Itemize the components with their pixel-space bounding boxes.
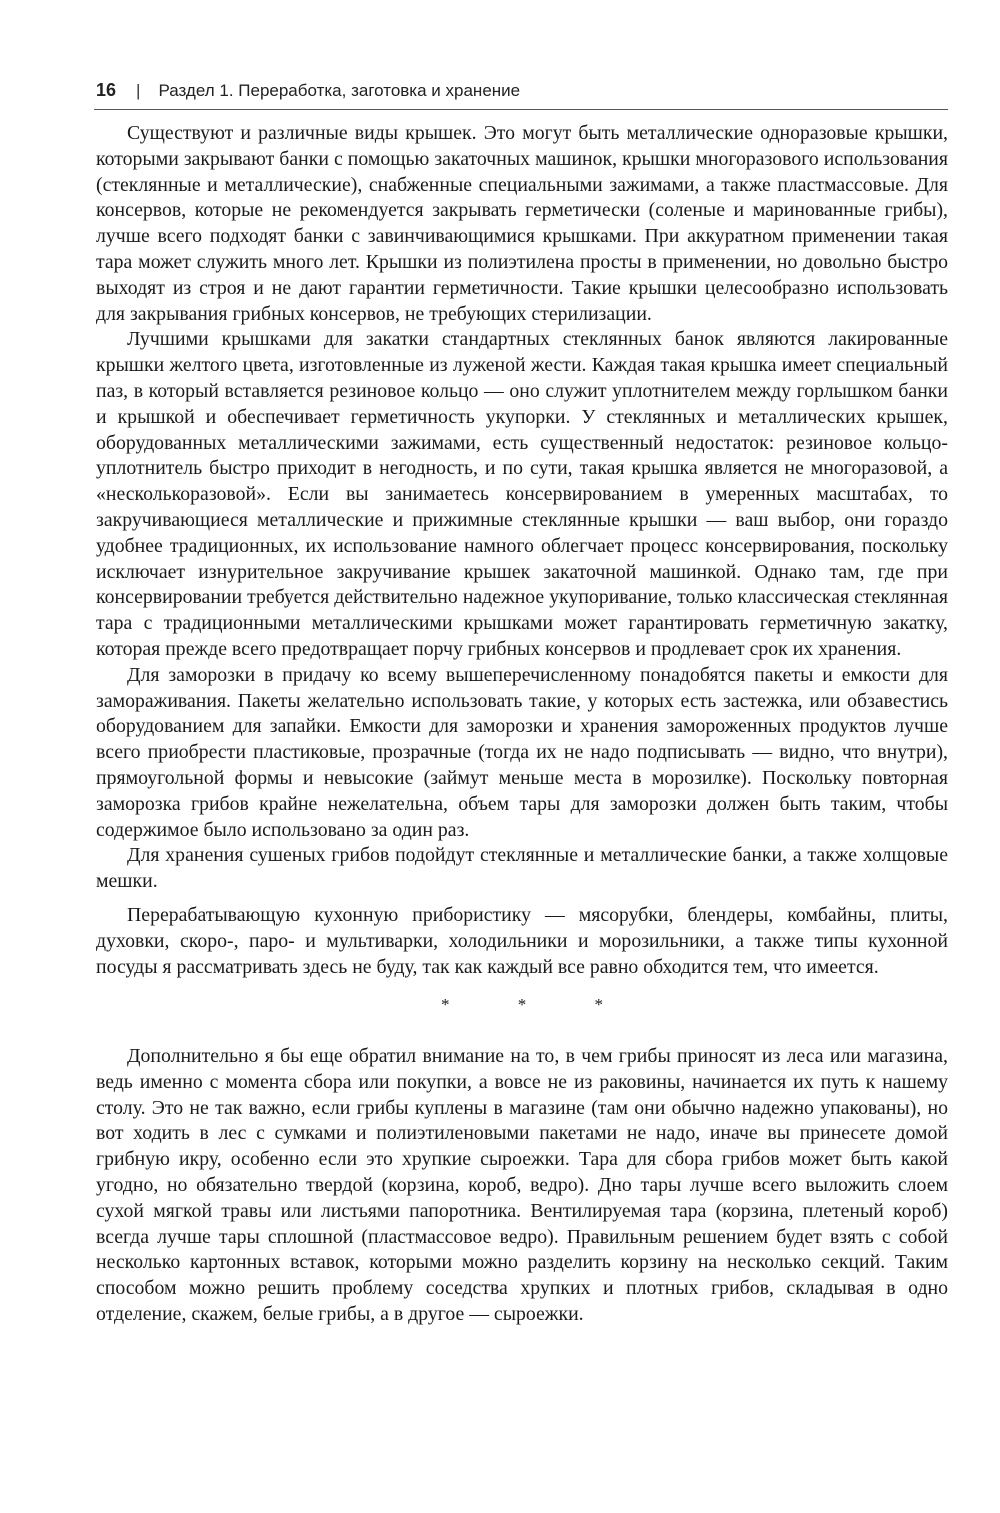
paragraph: Для хранения сушеных грибов подойдут стеклянные и металлические банки, а также холщовые мешки. [96, 844, 948, 893]
body-text [96, 121, 948, 1328]
paragraph: Для заморозки в придачу ко всему вышеперечисленному понадобятся пакеты и емкости для замораживания. Пакеты желательно использовать такие, у которых есть застежка, или обзавестись оборудованием для запайки. Емкости для заморозки и хранения замороженных продуктов лучше всего приобрести пластиковые, прозрачные (тогда их не надо подписывать — видно, что внутри), прямоугольной формы и невысокие (займут меньше места в морозилке). Поскольку повторная заморозка грибов крайне нежелательна, объем тары для заморозки должен быть таким, чтобы содержимое было использовано за один раз. [96, 663, 948, 841]
page-number: 16 [96, 80, 117, 100]
paragraph: Перерабатывающую кухонную прибористику — мясорубки, блендеры, комбайны, плиты, духовки, скоро-, паро- и мультиварки, холодильники и морозильники, а также типы кухонной посуды я рассматривать здесь не буду, так как каждый все равно обходится тем, что имеется. [96, 903, 948, 978]
section-break-asterism: * * * [441, 995, 635, 1015]
paragraph: Дополнительно я бы еще обратил внимание на то, в чем грибы приносят из леса или магазина, ведь именно с момента сбора или покупки, а вовсе не из раковины, начинается их путь к нашему столу. Это не так важно, если грибы куплены в магазине (там они обычно надежно упакованы), но вот ходить в лес с сумками и полиэтиленовыми пакетами не надо, иначе вы принесете домой грибную икру, особенно если это хрупкие сыроежки. Тара для сбора грибов может быть какой угодно, но обязательно твердой (корзина, короб, ведро). Дно тары лучше всего выложить слоем сухой мягкой травы или листьями папоротника. Вентилируемая тара (корзина, плетеный короб) всегда лучше тары сплошной (пластмассовое ведро). Правильным решением будет взять с собой несколько картонных вставок, которыми можно разделить корзину на несколько секций. Таким способом можно решить проблему соседства хрупких и плотных грибов, складывая в одно отделение, скажем, белые грибы, а в другое — сыроежки. [96, 1045, 948, 1326]
header-separator: | [136, 81, 141, 100]
section-title: Раздел 1. Переработка, заготовка и хранение [158, 81, 521, 100]
paragraph: Лучшими крышками для закатки стандартных стеклянных банок являются лакированные крышки желтого цвета, изготовленные из луженой жести. Каждая такая крышка имеет специальный паз, в который вставляется резиновое кольцо — оно служит уплотнителем между горлышком банки и крышкой и обеспечивает герметичность укупорки. У стеклянных и металлических крышек, оборудованных металлическими зажимами, есть существенный недостаток: резиновое кольцо-уплотнитель быстро приходит в негодность, и по сути, такая крышка является не многоразовой, а «несколькоразовой». Если вы занимаетесь консервированием в умеренных масштабах, то закручивающиеся металлические и прижимные стеклянные крышки — ваш выбор, они гораздо удобнее традиционных, их использование намного облегчает процесс консервирования, поскольку исключает изнурительное закручивание крышек закаточной машинкой. Однако там, где при консервировании требуется действительно надежное укупоривание, только классическая стеклянная тара с традиционными металлическими крышками может гарантировать герметичную закатку, которая прежде всего предотвращает порчу грибных консервов и продлевает срок их хранения. [96, 328, 948, 660]
running-header [96, 80, 948, 106]
header-rule [94, 109, 948, 110]
paragraph: Существуют и различные виды крышек. Это могут быть металлические одноразовые крышки, которыми закрывают банки с помощью закаточных машинок, крышки многоразового использования (стеклянные и металлические), снабженные специальными зажимами, а также пластмассовые. Для консервов, которые не рекомендуется закрывать герметически (соленые и маринованные грибы), лучше всего подходят банки с завинчивающимися крышками. При аккуратном применении такая тара может служить много лет. Крышки из полиэтилена просты в применении, но довольно быстро выходят из строя и не дают гарантии герметичности. Такие крышки целесообразно использовать для закрывания грибных консервов, не требующих стерилизации. [96, 122, 948, 325]
